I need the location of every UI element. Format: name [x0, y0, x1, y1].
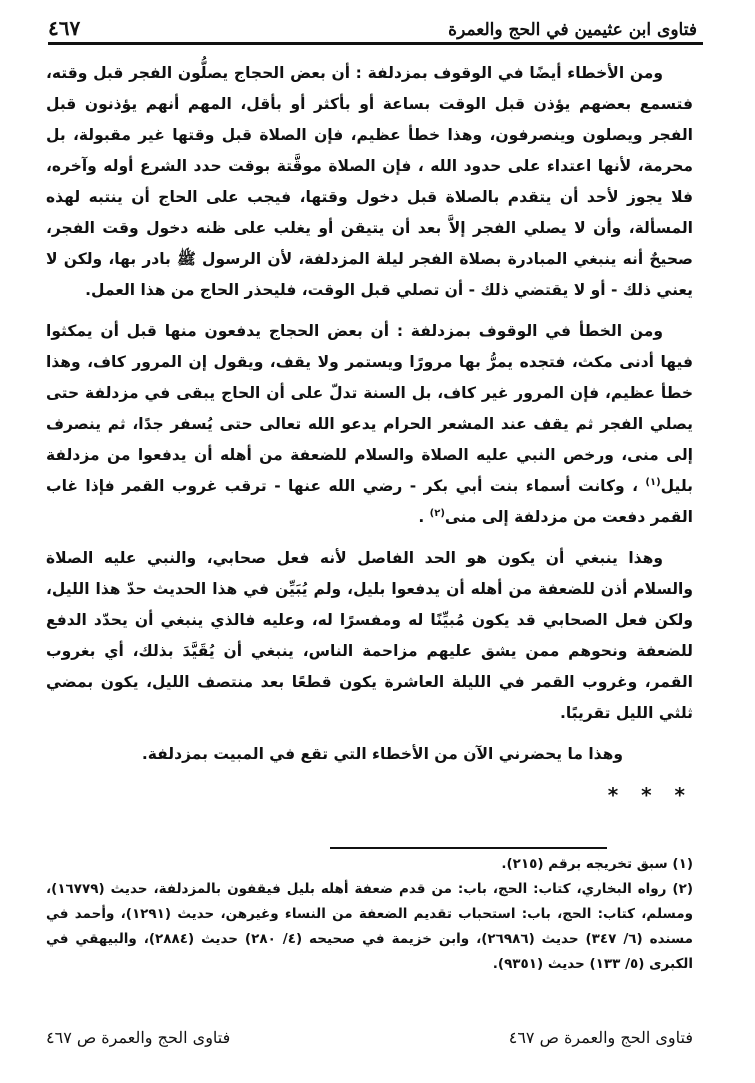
main-text — [46, 58, 693, 811]
period: . — [418, 508, 425, 526]
paragraph — [46, 316, 693, 533]
footnote: (٢) رواه البخاري، كتاب: الحج، باب: من قدم ضعفة أهله بليل فيقفون بالمزدلفة، حديث (١٦٧٧٩)، ومسلم، كتاب: الحج، باب: استحباب تقديم الضعفة من النساء وغيرهن، حديث (١٢٩١)، وأحمد في مسنده (٦/ ٣٤٧) حديث (٢٦٩٨٦)، وابن خزيمة في صحيحه (٤/ ٢٨٠) حديث (٢٨٨٤)، والبيهقي في الكبرى (٥/ ١٣٣) حديث (٩٣٥١). — [46, 881, 694, 972]
paragraph-text: ومن الخطأ في الوقوف بمزدلفة : أن بعض الحجاج يدفعون منها قبل أن يمكثوا فيها أدنى مكث، فتجده يمرُّ بها مرورًا ويستمر ولا يقف، ويقول إن المرور كاف، وهذا خطأ عظيم، فإن المرور غير كاف، بل السنة تدلّ على أن الحاج يبقى في مزدلفة حتى يصلي الفجر ثم يقف عند المشعر الحرام يدعو الله تعالى حتى يُسفر جدًا، ثم ينصرف إلى منى، ورخص النبي عليه الصلاة والسلام للضعفة من أهله أن يدفعوا من مزدلفة بليل — [46, 322, 693, 495]
footnote-ref[interactable]: (٢) — [429, 507, 445, 519]
section-separator: * * * — [607, 783, 693, 807]
footnote: (١) سبق تخريجه برقم (٢١٥). — [501, 856, 693, 872]
footer-label-left: فتاوى الحج والعمرة ص ٤٦٧ — [46, 1028, 231, 1047]
paragraph: وهذا ينبغي أن يكون هو الحد الفاصل لأنه فعل صحابي، والنبي عليه الصلاة والسلام أذن للضعفة من أهله أن يدفعوا بليل، ولم يُبَيِّن في هذا الحديث حدّ هذا الليل، ولكن فعل الصحابي قد يكون مُبيِّنًا له ومفسرًا له، وعليه فالذي ينبغي أن يحدّد الدفع للضعفة ونحوهم ممن يشق عليهم مزاحمة الناس، ينبغي أن يُقَيَّدَ بذلك، أي بغروب القمر، وغروب القمر في الليلة العاشرة يكون قطعًا بعد منتصف الليل، يكون بمضي ثلثي الليل تقريبًا. — [46, 549, 693, 722]
page-number: ٤٦٧ — [48, 16, 81, 40]
footer-label-right: فتاوى الحج والعمرة ص ٤٦٧ — [508, 1028, 693, 1047]
footnotes — [46, 852, 693, 977]
footnote-rule — [330, 847, 607, 849]
paragraph: ومن الأخطاء أيضًا في الوقوف بمزدلفة : أن بعض الحجاج يصلُّون الفجر قبل وقته، فتسمع بعضهم يؤذن قبل الوقت بساعة أو بأكثر أو بأقل، المهم أنهم يؤذنون قبل الفجر ويصلون وينصرفون، وهذا خطأ عظيم، فإن الصلاة قبل وقتها غير مقبولة، بل محرمة، لأنها اعتداء على حدود الله ، فإن الصلاة موقَّتة بوقت حدد الشرع أوله وآخره، فلا يجوز لأحد أن يتقدم بالصلاة قبل دخول وقتها، فيجب على الحاج أن ينتبه لهذه المسألة، وأن لا يصلي الفجر إلاَّ بعد أن يتيقن أو يغلب على ظنه دخول وقت الفجر، صحيحٌ أنه ينبغي المبادرة بصلاة الفجر ليلة المزدلفة، لأن الرسول ﷺ بادر بها، ولكن لا يعني ذلك - أو لا يقتضي ذلك - أن تصلي قبل الوقت، فليحذر الحاج من هذا العمل. — [46, 64, 693, 299]
footnote-ref[interactable]: (١) — [645, 476, 661, 488]
book-title: فتاوى ابن عثيمين في الحج والعمرة — [448, 20, 697, 40]
paragraph-text: ، وكانت أسماء بنت أبي بكر - رضي الله عنها - ترقب غروب القمر فإذا غاب القمر دفعت من مزدلفة إلى منى — [46, 477, 693, 526]
paragraph: وهذا ما يحضرني الآن من الأخطاء التي تقع في المبيت بمزدلفة. — [141, 745, 623, 763]
page-footer — [46, 1028, 693, 1047]
header-rule — [48, 42, 703, 45]
running-header — [48, 6, 697, 40]
